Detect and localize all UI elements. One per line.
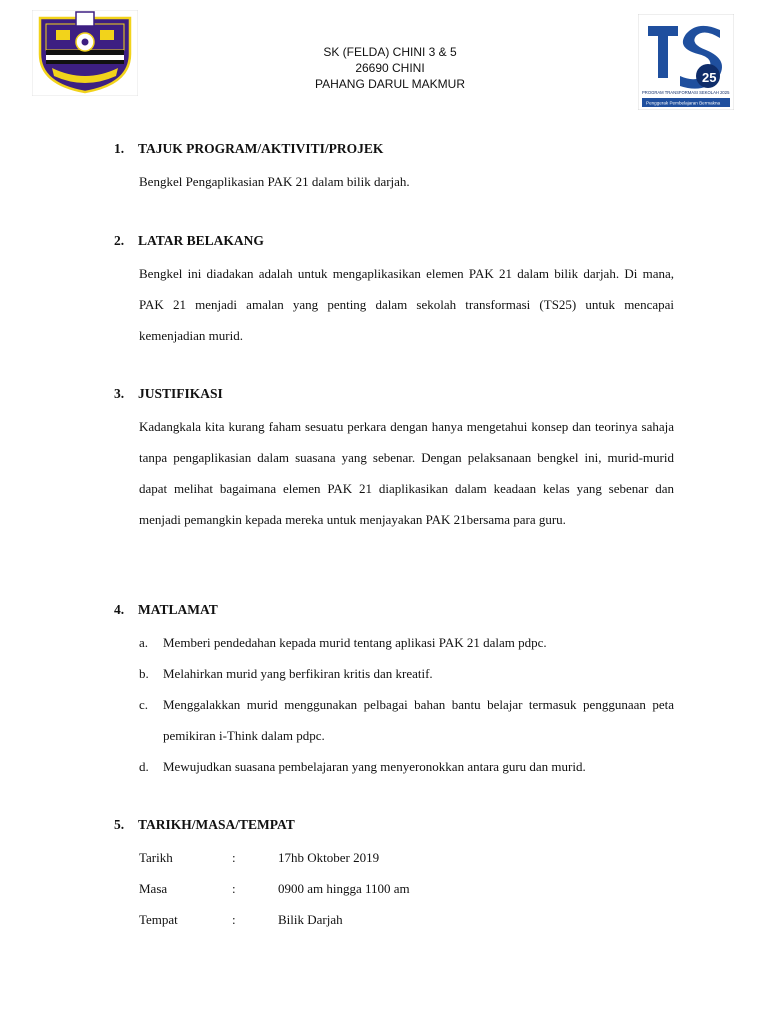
- section-heading: 2. LATAR BELAKANG: [114, 233, 264, 248]
- list-item: a. Memberi pendedahan kepada murid tentang aplikasi PAK 21 dalam pdpc.: [139, 635, 547, 650]
- header-school-name: SK (FELDA) CHINI 3 & 5: [323, 45, 457, 59]
- section-title: MATLAMAT: [138, 602, 218, 617]
- section-title: JUSTIFIKASI: [138, 386, 223, 401]
- section-heading: 4. MATLAMAT: [114, 602, 218, 617]
- svg-text:Penggerak Pembelajaran Bermakn: Penggerak Pembelajaran Bermakna: [646, 100, 721, 106]
- header-state: PAHANG DARUL MAKMUR: [314, 77, 466, 91]
- section-matlamat: [114, 601, 674, 782]
- section-heading: 5. TARIKH/MASA/TEMPAT: [114, 817, 295, 832]
- list-item: b. Melahirkan murid yang berfikiran kritis dan kreatif.: [139, 666, 433, 681]
- list-item: c. Menggalakkan murid menggunakan pelbagai bahan bantu belajar termasuk penggunaan peta pemikiran i-Think dalam pdpc.: [139, 697, 674, 743]
- section-title: LATAR BELAKANG: [138, 233, 264, 248]
- ts25-logo: [638, 14, 734, 110]
- section-paragraph: Kadangkala kita kurang faham sesuatu perkara dengan hanya mengetahui konsep dan teorinya sahaja tanpa pengaplikasian dalam suasana yang sebenar. Dengan pelaksanaan bengkel ini, murid-murid dapat melihat bagaimana elemen PAK 21 diaplikasikan dalam keadaan kelas yang sebenar dan menjadi pemangkin kepada mereka untuk menjayakan PAK 21bersama para guru.: [139, 419, 674, 527]
- svg-text:25: 25: [702, 70, 717, 85]
- school-crest-logo: [32, 10, 138, 96]
- details-table: [114, 842, 674, 935]
- section-title: TAJUK PROGRAM/AKTIVITI/PROJEK: [138, 141, 384, 156]
- list-item: d. Mewujudkan suasana pembelajaran yang menyeronokkan antara guru dan murid.: [139, 759, 586, 774]
- section-paragraph: Bengkel ini diadakan adalah untuk mengaplikasikan elemen PAK 21 dalam bilik darjah. Di mana, PAK 21 menjadi amalan yang penting dalam sekolah transformasi (TS25) untuk mencapai kemenjadian murid.: [139, 266, 674, 343]
- detail-row-tempat: Tempat : Bilik Darjah: [139, 912, 343, 927]
- section-justifikasi: [114, 385, 674, 535]
- detail-row-tarikh: Tarikh : 17hb Oktober 2019: [139, 850, 380, 865]
- detail-row-masa: Masa : 0900 am hingga 1100 am: [139, 881, 410, 896]
- header-postcode: 26690 CHINI: [355, 61, 425, 75]
- section-latar-belakang: [114, 232, 674, 351]
- section-paragraph: Bengkel Pengaplikasian PAK 21 dalam bilik darjah.: [139, 174, 410, 189]
- section-title: TARIKH/MASA/TEMPAT: [138, 817, 295, 832]
- section-heading: 3. JUSTIFIKASI: [114, 386, 223, 401]
- section-heading: 1. TAJUK PROGRAM/AKTIVITI/PROJEK: [114, 141, 384, 156]
- goals-list: [139, 627, 674, 782]
- svg-text:PROGRAM TRANSFORMASI SEKOLAH 2: PROGRAM TRANSFORMASI SEKOLAH 2025: [642, 90, 730, 95]
- school-header: [240, 44, 540, 92]
- section-tarikh-masa-tempat: [114, 816, 674, 935]
- section-tajuk: [114, 140, 674, 197]
